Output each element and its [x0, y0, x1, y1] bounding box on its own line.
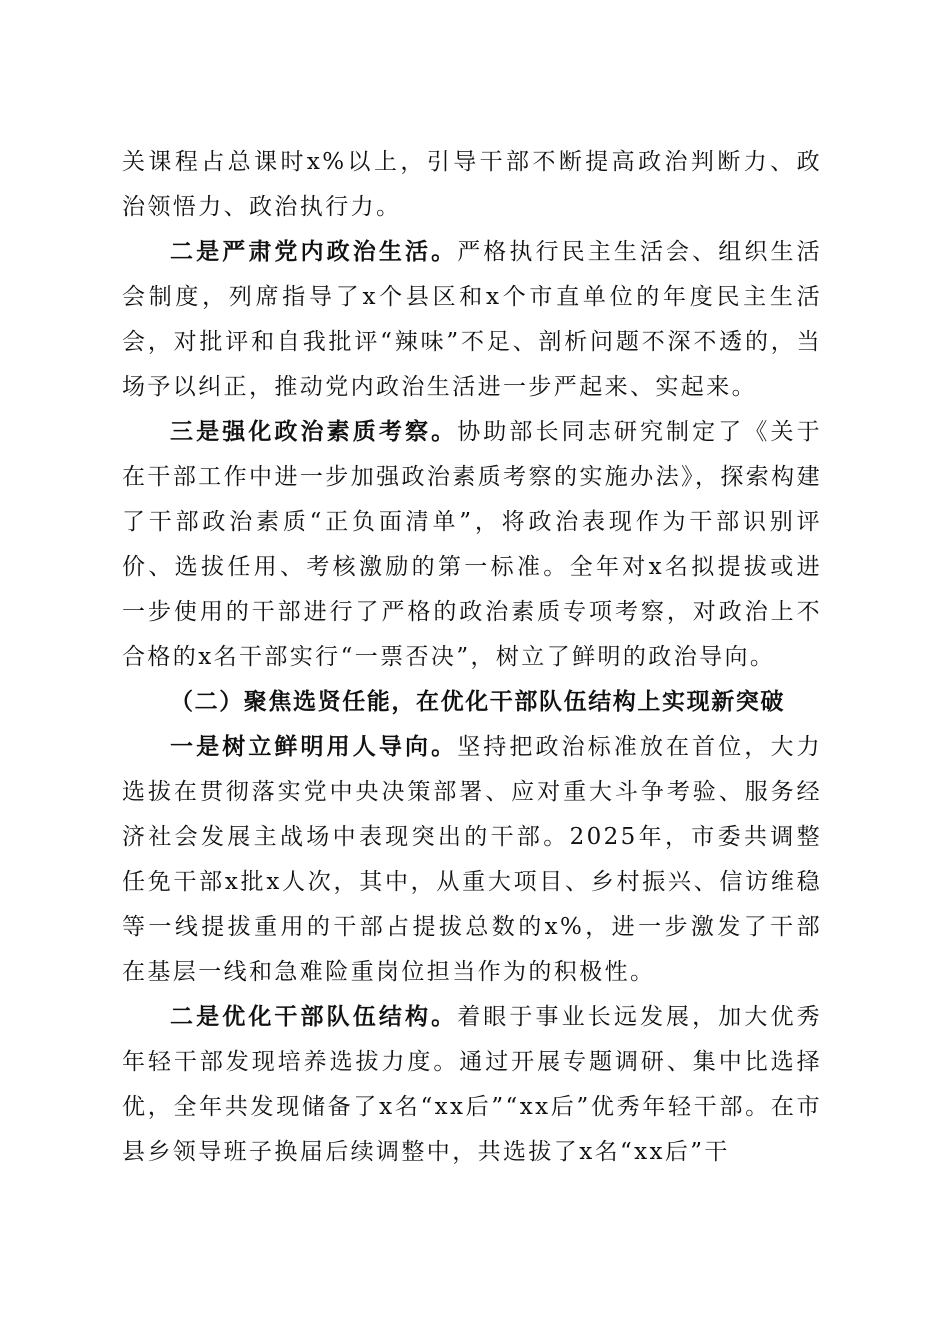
paragraph-continuation — [122, 140, 822, 230]
paragraph-lead: 一是树立鲜明用人导向。 — [170, 734, 458, 760]
paragraph-lead: 三是强化政治素质考察。 — [170, 419, 458, 445]
paragraph-lead: 二是优化干部队伍结构。 — [170, 1004, 458, 1030]
paragraph-text: 严格执行民主生活会、组织生活会制度，列席指导了x个县区和x个市直单位的年度民主生活会，对批评和自我批评“辣味”不足、剖析问题不深不透的，当场予以纠正，推动党内政治生活进一步严起来、实起来。 — [122, 239, 822, 400]
paragraph-text: 着眼于事业长远发展，加大优秀年轻干部发现培养选拔力度。通过开展专题调研、集中比选择优，全年共发现储备了x名“xx后”“xx后”优秀年轻干部。在市县乡领导班子换届后续调整中，共选拔了x名“xx后”干 — [122, 1004, 822, 1165]
paragraph-lead: 二是严肃党内政治生活。 — [170, 239, 458, 265]
paragraph-strict-political-life — [122, 230, 822, 410]
paragraph-text: 关课程占总课时x%以上，引导干部不断提高政治判断力、政治领悟力、政治执行力。 — [122, 149, 822, 220]
section-heading: （二）聚焦选贤任能，在优化干部队伍结构上实现新突破 — [170, 689, 785, 715]
paragraph-team-structure — [122, 995, 822, 1175]
paragraph-political-quality-review — [122, 410, 822, 680]
paragraph-text: 坚持把政治标准放在首位，大力选拔在贯彻落实党中央决策部署、应对重大斗争考验、服务经济社会发展主战场中表现突出的干部。2025年，市委共调整任免干部x批x人次，其中，从重大项目、乡村振兴、信访维稳等一线提拔重用的干部占提拔总数的x%，进一步激发了干部在基层一线和急难险重岗位担当作为的积极性。 — [122, 734, 822, 985]
document-body — [122, 140, 822, 1175]
paragraph-talent-orientation — [122, 725, 822, 995]
paragraph-text: 协助部长同志研究制定了《关于在干部工作中进一步加强政治素质考察的实施办法》，探索构建了干部政治素质“正负面清单”，将政治表现作为干部识别评价、选拔任用、考核激励的第一标准。全年对x名拟提拔或进一步使用的干部进行了严格的政治素质专项考察，对政治上不合格的x名干部实行“一票否决”，树立了鲜明的政治导向。 — [122, 419, 822, 670]
